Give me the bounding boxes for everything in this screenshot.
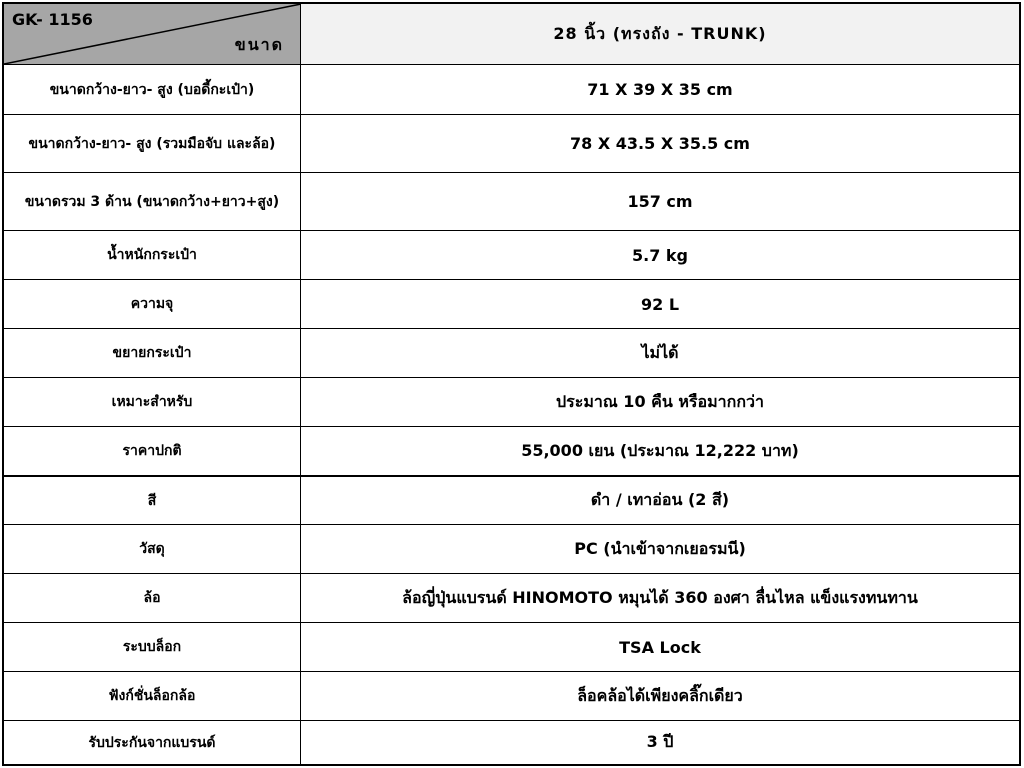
- row-label: ขนาดกว้าง-ยาว- สูง (รวมมือจับ และล้อ): [4, 115, 301, 172]
- row-value: 92 L: [640, 294, 680, 314]
- row-label: น้ำหนักกระเป๋า: [4, 231, 301, 279]
- spec-table: [2, 2, 1021, 766]
- row-value: 5.7 kg: [631, 245, 688, 265]
- row-label: รับประกันจากแบรนด์: [4, 721, 301, 764]
- row-value: ไม่ได้: [641, 342, 679, 362]
- row-label: ล้อ: [4, 574, 301, 622]
- table-row: [4, 475, 1019, 524]
- header-corner-cell: [4, 4, 301, 64]
- row-label: ขนาดกว้าง-ยาว- สูง (บอดี้กะเป๋า): [4, 65, 301, 114]
- table-row: [4, 328, 1019, 377]
- table-row: [4, 377, 1019, 426]
- row-label: สี: [4, 477, 301, 524]
- table-row: [4, 671, 1019, 720]
- row-value: ล้อญี่ปุ่นแบรนด์ HINOMOTO หมุนได้ 360 องศา ลื่นไหล แข็งแรงทนทาน: [402, 587, 918, 607]
- table-row: [4, 622, 1019, 671]
- table-row: [4, 114, 1019, 172]
- row-label: ความจุ: [4, 280, 301, 328]
- table-header: [4, 4, 1019, 64]
- table-row: [4, 720, 1019, 764]
- row-label: ฟังก์ชั่นล็อกล้อ: [4, 672, 301, 720]
- model-code: GK- 1156: [12, 10, 93, 29]
- row-value: ล็อคล้อได้เพียงคลิ๊กเดียว: [577, 685, 743, 705]
- table-row: [4, 573, 1019, 622]
- row-label: วัสดุ: [4, 525, 301, 573]
- row-label: ระบบล็อก: [4, 623, 301, 671]
- table-row: [4, 230, 1019, 279]
- row-value: 71 X 39 X 35 cm: [587, 80, 733, 99]
- row-value: ดำ / เทาอ่อน (2 สี): [590, 490, 730, 509]
- table-row: [4, 279, 1019, 328]
- row-value: PC (นำเข้าจากเยอรมนี): [574, 538, 746, 558]
- row-value: TSA Lock: [619, 637, 701, 657]
- row-value: 3 ปี: [646, 732, 674, 751]
- row-value: 157 cm: [627, 192, 693, 211]
- table-row: [4, 172, 1019, 230]
- row-value: ประมาณ 10 คืน หรือมากกว่า: [556, 391, 764, 411]
- size-value: 28 นิ้ว (ทรงถัง - TRUNK): [301, 4, 1019, 64]
- row-label: ราคาปกติ: [4, 427, 301, 475]
- row-value: 78 X 43.5 X 35.5 cm: [570, 134, 750, 153]
- table-row: [4, 524, 1019, 573]
- table-row: [4, 64, 1019, 114]
- table-row: [4, 426, 1019, 475]
- row-label: ขยายกระเป๋า: [4, 329, 301, 377]
- row-value: 55,000 เยน (ประมาณ 12,222 บาท): [521, 440, 799, 460]
- size-label: ขนาด: [234, 35, 284, 54]
- row-label: ขนาดรวม 3 ด้าน (ขนาดกว้าง+ยาว+สูง): [4, 173, 301, 230]
- row-label: เหมาะสำหรับ: [4, 378, 301, 426]
